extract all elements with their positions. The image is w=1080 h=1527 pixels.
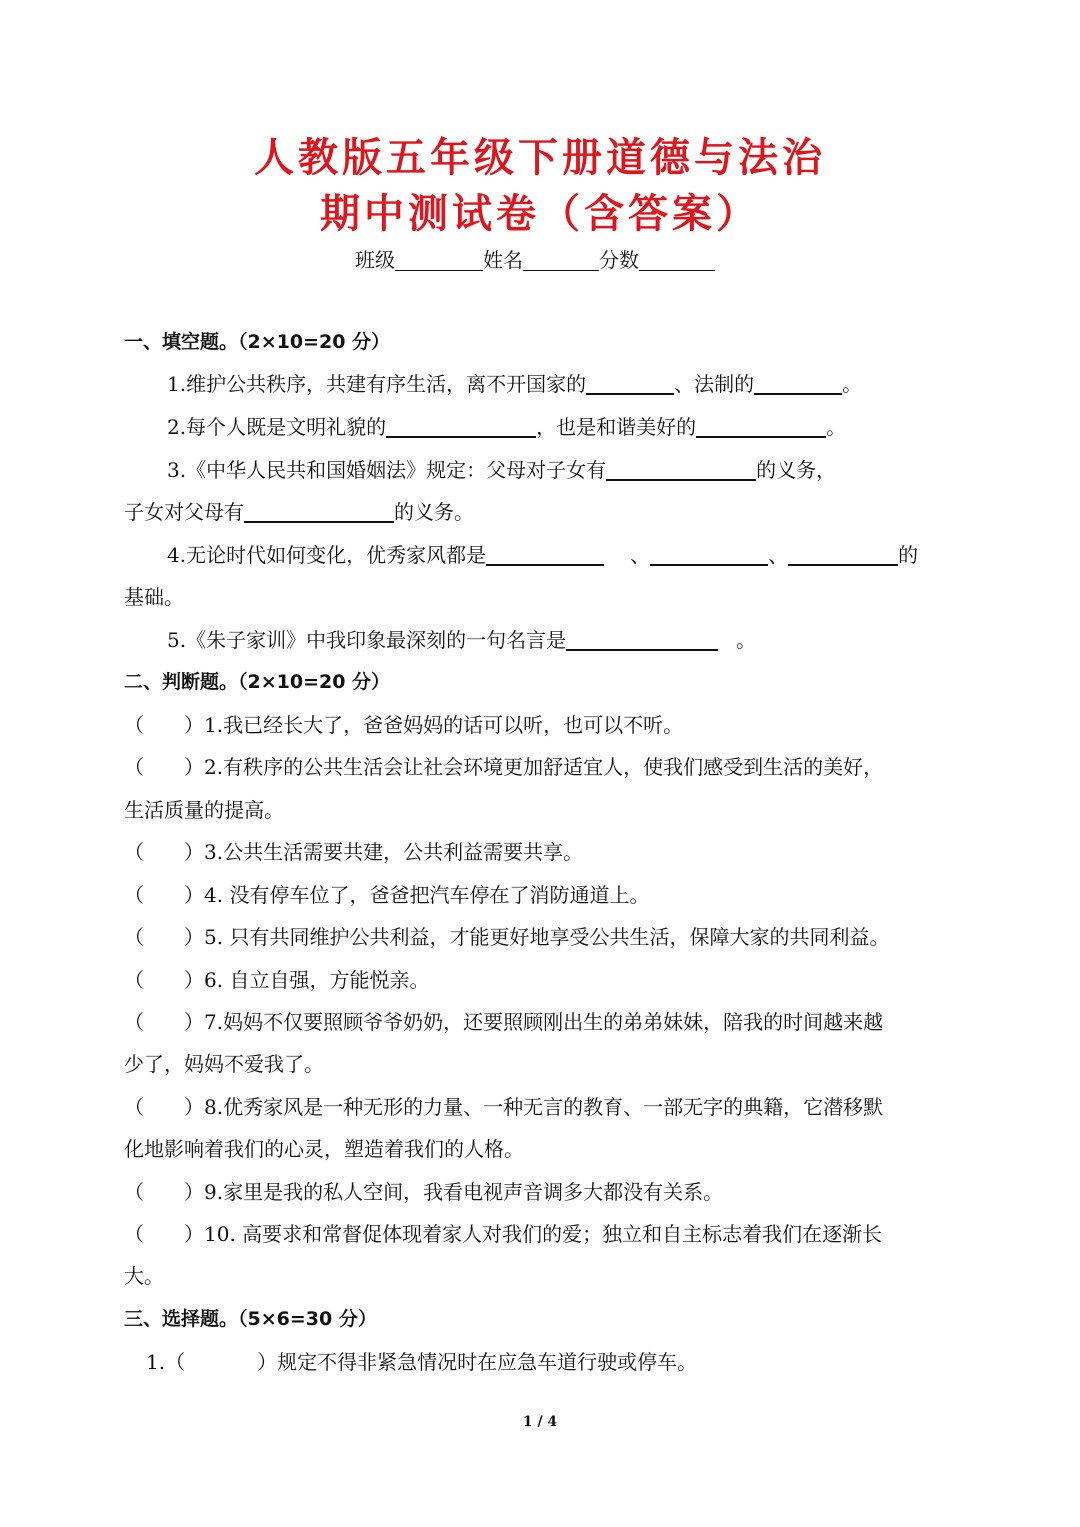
judge-question-6 xyxy=(124,966,429,994)
answer-blank xyxy=(386,414,536,438)
choice-text-b: ）规定不得非紧急情况时在应急车道行驶或停车。 xyxy=(257,1350,698,1374)
judge-text: 3.公共生活需要共建，公共利益需要共享。 xyxy=(204,840,584,864)
judge-text: 6. 自立自强，方能悦亲。 xyxy=(204,968,430,992)
fill-question-4 xyxy=(167,541,918,569)
judge-text: 1.我已经长大了，爸爸妈妈的话可以听，也可以不听。 xyxy=(204,713,684,737)
judge-question-10 xyxy=(124,1220,882,1248)
answer-paren-open: （ xyxy=(124,1180,144,1204)
q4-text-c: 、 xyxy=(768,543,789,567)
q5-text-b: 。 xyxy=(736,628,757,652)
judge-question-9 xyxy=(124,1178,723,1206)
answer-blank xyxy=(606,457,756,481)
answer-blank xyxy=(566,627,718,651)
answer-paren-close: ） xyxy=(184,968,204,992)
answer-blank xyxy=(586,371,674,395)
fill-question-5 xyxy=(167,626,756,654)
answer-paren-open: （ xyxy=(124,925,144,949)
answer-blank xyxy=(650,542,768,566)
answer-blank xyxy=(754,371,842,395)
q2-text-b: ，也是和谐美好的 xyxy=(536,415,697,439)
class-blank xyxy=(395,250,483,271)
answer-paren-open: （ xyxy=(124,968,144,992)
choice-text-a: 1.（ xyxy=(146,1350,186,1374)
answer-paren-close: ） xyxy=(184,840,204,864)
score-blank xyxy=(639,250,715,271)
q3-text-d: 的义务。 xyxy=(394,500,474,524)
answer-paren-close: ） xyxy=(184,925,204,949)
judge-text: 4. 没有停车位了，爸爸把汽车停在了消防通道上。 xyxy=(204,883,650,907)
q4-text-d: 的 xyxy=(898,543,919,567)
q1-text-a: 1.维护公共秩序，共建有序生活，离不开国家的 xyxy=(167,372,587,396)
answer-paren-open: （ xyxy=(124,840,144,864)
q4-text-b: 、 xyxy=(630,543,651,567)
q5-text-a: 5.《朱子家训》中我印象最深刻的一句名言是 xyxy=(167,628,567,652)
answer-paren-close: ） xyxy=(184,1095,204,1119)
q3-text-b: 的义务， xyxy=(756,458,837,482)
fill-question-3-cont xyxy=(124,498,474,526)
judge-question-8-cont: 化地影响着我们的心灵，塑造着我们的人格。 xyxy=(124,1137,524,1161)
class-label: 班级 xyxy=(355,248,395,272)
answer-blank xyxy=(696,414,826,438)
judge-question-1 xyxy=(124,711,683,739)
fill-question-2 xyxy=(167,413,846,441)
name-blank xyxy=(523,250,599,271)
fill-question-3 xyxy=(167,456,836,484)
answer-paren-close: ） xyxy=(184,1010,204,1034)
section-choice-heading: 三、选择题。（5×6=30 分） xyxy=(124,1308,377,1330)
answer-blank xyxy=(244,499,394,523)
choice-question-1 xyxy=(146,1348,697,1376)
judge-question-7 xyxy=(124,1008,883,1036)
judge-question-4 xyxy=(124,881,649,909)
q3-text-a: 3.《中华人民共和国婚姻法》规定：父母对子女有 xyxy=(167,458,607,482)
judge-text: 10. 高要求和常督促体现着家人对我们的爱；独立和自主标志着我们在逐渐长 xyxy=(204,1222,883,1246)
q2-text-c: 。 xyxy=(826,415,847,439)
judge-text: 8.优秀家风是一种无形的力量、一种无言的教育、一部无字的典籍，它潜移默 xyxy=(204,1095,884,1119)
judge-text: 7.妈妈不仅要照顾爷爷奶奶，还要照顾刚出生的弟弟妹妹，陪我的时间越来越 xyxy=(204,1010,884,1034)
score-label: 分数 xyxy=(599,248,639,272)
answer-paren-open: （ xyxy=(124,1095,144,1119)
judge-question-2-cont: 生活质量的提高。 xyxy=(124,798,284,822)
judge-question-5 xyxy=(124,923,889,951)
answer-paren-close: ） xyxy=(184,1222,204,1246)
judge-text: 9.家里是我的私人空间，我看电视声音调多大都没有关系。 xyxy=(204,1180,724,1204)
judge-question-7-cont: 少了，妈妈不爱我了。 xyxy=(124,1052,324,1076)
answer-paren-open: （ xyxy=(124,1222,144,1246)
q1-text-c: 。 xyxy=(842,372,863,396)
judge-text: 5. 只有共同维护公共利益，才能更好地享受公共生活，保障大家的共同利益。 xyxy=(204,925,890,949)
title-line-1: 人教版五年级下册道德与法治 xyxy=(254,135,826,181)
judge-question-10-cont: 大。 xyxy=(124,1264,164,1288)
answer-paren-close: ） xyxy=(184,883,204,907)
answer-blank xyxy=(486,542,604,566)
answer-paren-open: （ xyxy=(124,883,144,907)
q2-text-a: 2.每个人既是文明礼貌的 xyxy=(167,415,387,439)
answer-paren-close: ） xyxy=(184,755,204,779)
student-info-row xyxy=(355,244,715,273)
judge-text: 2.有秩序的公共生活会让社会环境更加舒适宜人，使我们感受到生活的美好， xyxy=(204,755,884,779)
judge-question-3 xyxy=(124,838,583,866)
fill-question-1 xyxy=(167,370,862,398)
fill-question-4-cont: 基础。 xyxy=(124,585,184,609)
page-number: 1 / 4 xyxy=(522,1414,558,1430)
answer-paren-open: （ xyxy=(124,755,144,779)
section-judge-heading: 二、判断题。（2×10=20 分） xyxy=(124,671,391,693)
answer-paren-open: （ xyxy=(124,1010,144,1034)
q3-text-c: 子女对父母有 xyxy=(124,500,244,524)
answer-paren-close: ） xyxy=(184,1180,204,1204)
judge-question-2 xyxy=(124,753,883,781)
q4-text-a: 4.无论时代如何变化，优秀家风都是 xyxy=(167,543,487,567)
title-line-2: 期中测试卷（含答案） xyxy=(320,191,760,237)
answer-paren-open: （ xyxy=(124,713,144,737)
q1-text-b: 、法制的 xyxy=(674,372,755,396)
answer-blank xyxy=(788,542,898,566)
section-fill-heading: 一、填空题。（2×10=20 分） xyxy=(124,331,391,353)
name-label: 姓名 xyxy=(483,248,523,272)
answer-paren-close: ） xyxy=(184,713,204,737)
judge-question-8 xyxy=(124,1093,883,1121)
